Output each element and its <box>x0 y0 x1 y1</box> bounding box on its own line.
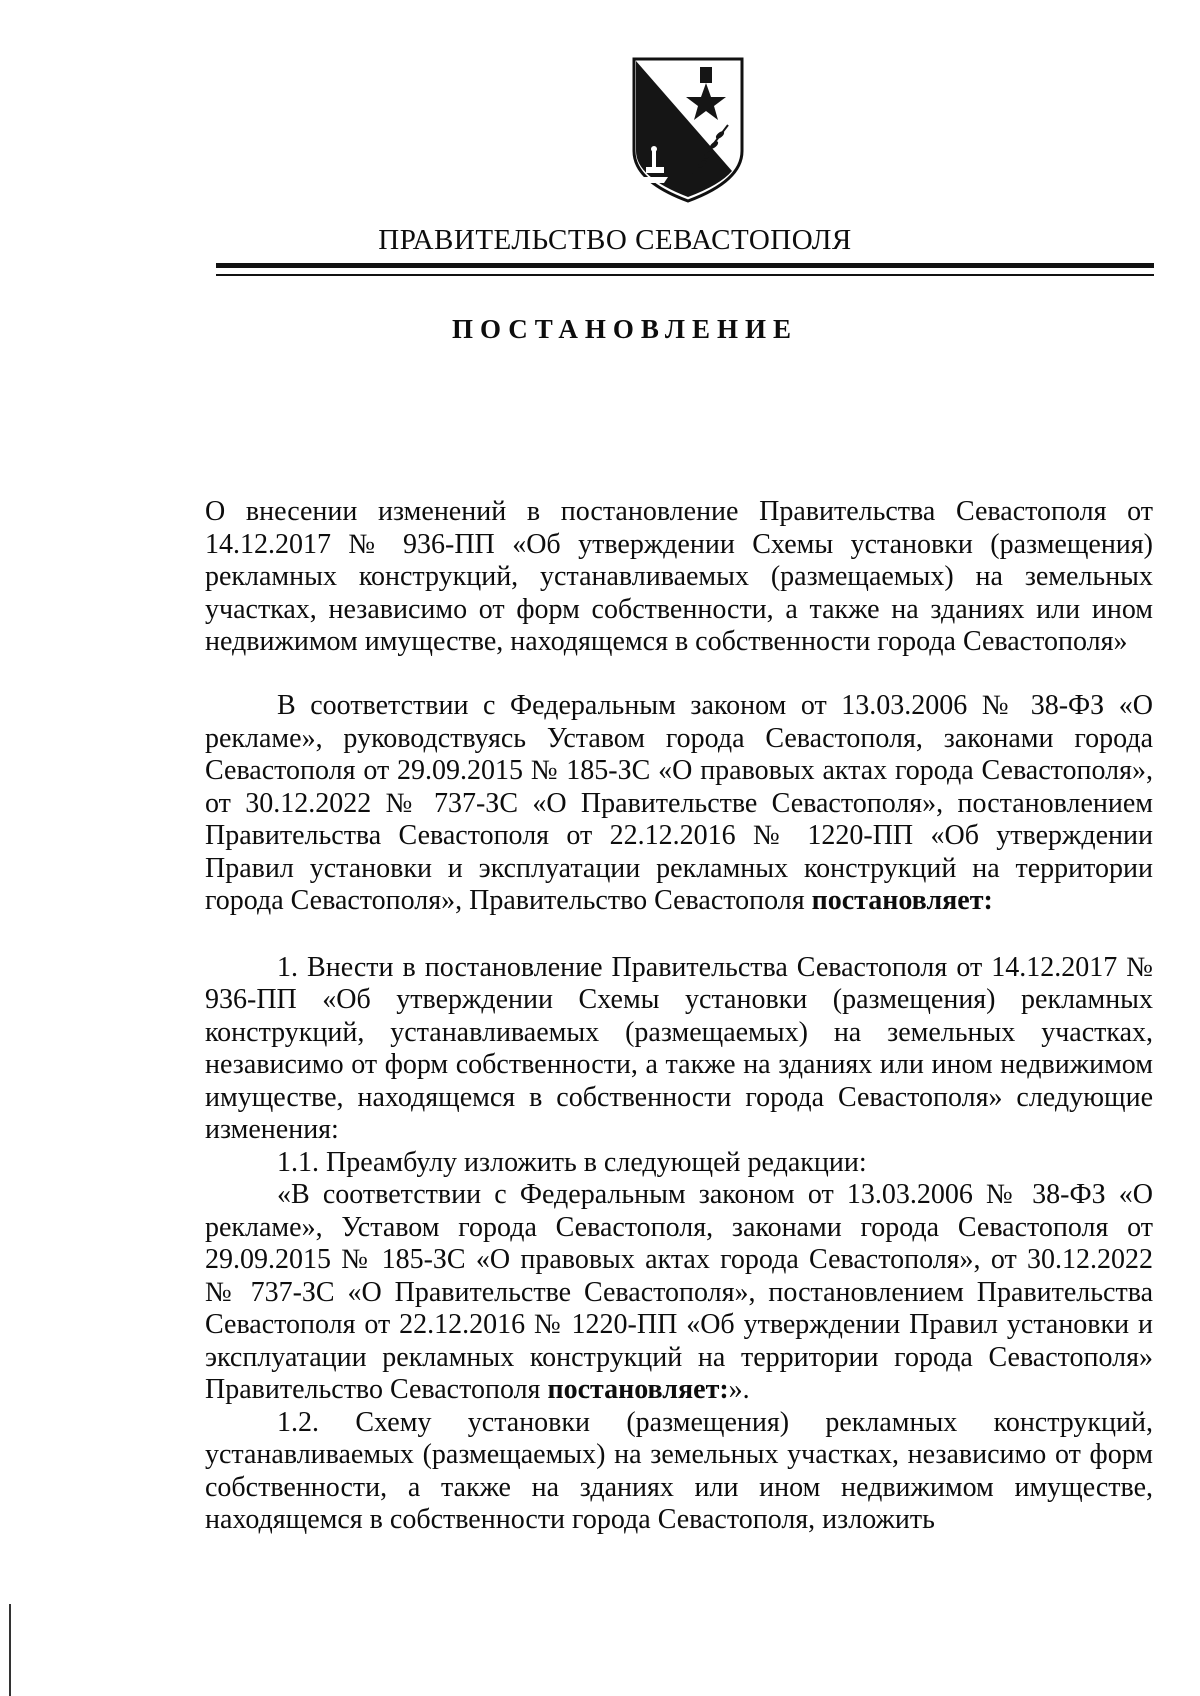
quote-end: ». <box>728 1374 750 1405</box>
preamble-decree-word: постановляет: <box>811 885 993 916</box>
quoted-preamble-paragraph <box>205 1179 1153 1407</box>
quoted-preamble-text: «В соответствии с Федеральным законом от 13.03.2006 № 38-ФЗ «О рекламе», Уставом города Севастополя, законами города Севастополя от 29.09.2015 № 185-ЗС «О правовых актах города Севастополя», от 30.12.2022 № 737-ЗС «О Правительстве Севастополя», постановлением Правительства Севастополя от 22.12.2016 № 1220-ПП «Об утверждении Правил установки и эксплуатации рекламных конструкций на территории города Севастополя» Правительство Севастополя <box>205 1179 1153 1405</box>
preamble-text: В соответствии с Федеральным законом от 13.03.2006 № 38-ФЗ «О рекламе», руководствуясь Уставом города Севастополя, законами города Севастополя от 29.09.2015 № 185-ЗС «О правовых актах города Севастополя», от 30.12.2022 № 737-ЗС «О Правительстве Севастополя», постановлением Правительства Севастополя от 22.12.2016 № 1220-ПП «Об утверждении Правил установки и эксплуатации рекламных конструкций на территории города Севастополя», Правительство Севастополя <box>205 690 1153 916</box>
organization-name: ПРАВИТЕЛЬСТВО СЕВАСТОПОЛЯ <box>378 224 852 256</box>
quoted-decree-word: постановляет: <box>547 1374 729 1405</box>
document-type-title: ПОСТАНОВЛЕНИЕ <box>451 314 799 344</box>
sevastopol-coat-of-arms-icon <box>628 55 748 205</box>
document-body <box>205 690 1153 1537</box>
scan-margin-mark <box>9 1604 11 1696</box>
item-1-1-paragraph: 1.1. Преамбулу изложить в следующей редакции: <box>277 1146 867 1178</box>
document-subject: О внесении изменений в постановление Правительства Севастополя от 14.12.2017 № 936-ПП «Об утверждении Схемы установки (размещения) рекламных конструкций, устанавливаемых (размещаемых) на земельных участках, независимо от форм собственности, а также на зданиях или ином недвижимом имуществе, находящемся в собственности города Севастополя» <box>205 496 1153 657</box>
preamble-paragraph <box>205 690 1153 918</box>
item-1-2-paragraph: 1.2. Схему установки (размещения) рекламных конструкций, устанавливаемых (размещаемых) на земельных участках, независимо от форм собственности, а также на зданиях или ином недвижимом имуществе, находящемся в собственности города Севастополя, изложить <box>205 1406 1153 1535</box>
header-divider-thin <box>216 274 1154 276</box>
item-1-paragraph: 1. Внести в постановление Правительства Севастополя от 14.12.2017 № 936-ПП «Об утверждении Схемы установки (размещения) рекламных конструкций, устанавливаемых (размещаемых) на земельных участках, независимо от форм собственности, а также на зданиях или ином недвижимом имуществе, находящемся в собственности города Севастополя» следующие изменения: <box>205 951 1153 1145</box>
header-divider-thick <box>216 263 1154 268</box>
